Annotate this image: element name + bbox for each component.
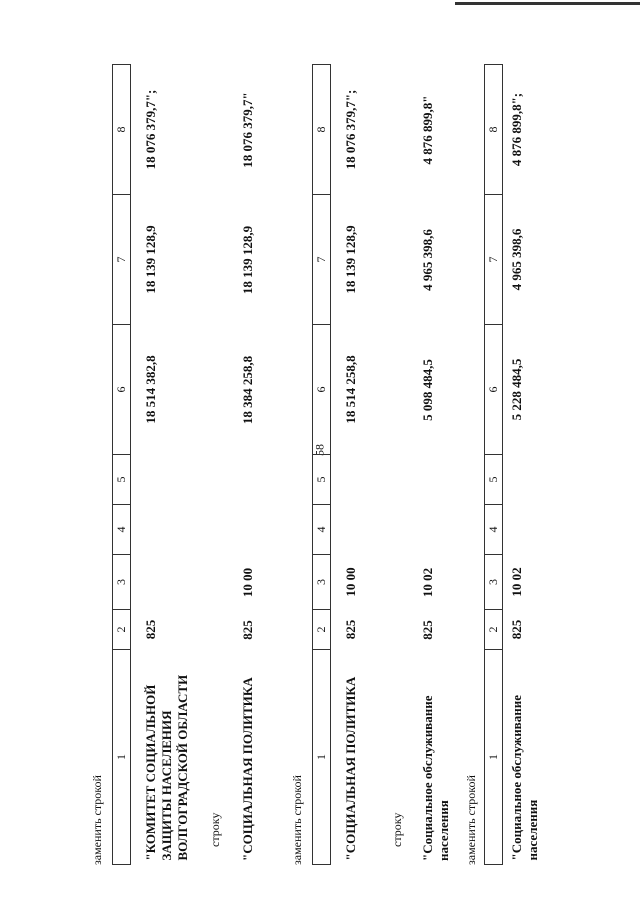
cell-col2: 825 [343, 619, 358, 640]
table-row [131, 65, 204, 865]
table-2 [228, 65, 300, 865]
page-number: 58 [312, 444, 327, 456]
cell-col8: 18 076 379,7"; [143, 89, 158, 170]
row-name: "Социальное обслуживание населения [420, 695, 451, 861]
header-cell: 1 [485, 650, 503, 865]
header-cell: 2 [313, 610, 331, 650]
cell-col2: 825 [240, 620, 255, 640]
header-cell: 6 [485, 325, 503, 455]
cell-col8: 4 876 899,8"; [509, 92, 524, 167]
header-cell: 7 [485, 195, 503, 325]
header-cell: 7 [113, 195, 131, 325]
cell-col6: 5 228 484,5 [509, 358, 524, 421]
header-cell: 5 [313, 455, 331, 505]
header-cell: 8 [485, 65, 503, 195]
row-name: "СОЦИАЛЬНАЯ ПОЛИТИКА [240, 677, 255, 861]
note-replace-2: заменить строкой [290, 775, 304, 865]
cell-col3: 10 02 [509, 567, 524, 597]
header-cell: 1 [313, 650, 331, 865]
header-cell: 2 [113, 610, 131, 650]
cell-col5 [228, 455, 300, 505]
cell-col5 [503, 455, 570, 505]
table-row [408, 65, 480, 865]
note-row-1: строку [208, 812, 222, 847]
header-cell: 3 [485, 555, 503, 610]
cell-col7: 4 965 398,6 [420, 229, 435, 291]
cell-col5 [408, 455, 480, 505]
cell-col6: 18 514 382,8 [143, 355, 158, 424]
table-1 [112, 64, 203, 865]
header-cell: 7 [313, 195, 331, 325]
cell-col4 [228, 505, 300, 555]
header-cell: 5 [485, 455, 503, 505]
row-name: "СОЦИАЛЬНАЯ ПОЛИТИКА [343, 676, 358, 861]
cell-col4 [503, 505, 570, 555]
row-name: "Социальное обслуживание населения [509, 695, 540, 861]
table-5 [484, 64, 569, 865]
cell-col7: 18 139 128,9 [343, 225, 358, 294]
header-row [313, 65, 331, 865]
header-cell: 6 [313, 325, 331, 455]
note-replace-1: заменить строкой [90, 775, 104, 865]
header-cell: 5 [113, 455, 131, 505]
cell-col7: 4 965 398,6 [509, 228, 524, 291]
header-cell: 6 [113, 325, 131, 455]
header-cell: 4 [313, 505, 331, 555]
header-cell: 3 [113, 555, 131, 610]
note-replace-3: заменить строкой [464, 775, 478, 865]
table-3 [312, 64, 403, 865]
row-name: "КОМИТЕТ СОЦИАЛЬНОЙ ЗАЩИТЫ НАСЕЛЕНИЯ ВОЛГОГРАДСКОЙ ОБЛАСТИ [143, 674, 190, 861]
header-cell: 8 [313, 65, 331, 195]
cell-col7: 18 139 128,9 [143, 225, 158, 294]
cell-col4 [131, 505, 204, 555]
table-row [331, 65, 404, 865]
cell-col2: 825 [509, 619, 524, 640]
cell-col4 [331, 505, 404, 555]
header-cell: 1 [113, 650, 131, 865]
header-cell: 4 [485, 505, 503, 555]
header-cell: 3 [313, 555, 331, 610]
cell-col2: 825 [143, 619, 158, 640]
header-row [113, 65, 131, 865]
note-row-2: строку [390, 812, 404, 847]
header-row [485, 65, 503, 865]
cell-col6: 5 098 484,5 [420, 359, 435, 421]
cell-col7: 18 139 128,9 [240, 225, 255, 295]
document-sheet [90, 45, 550, 865]
cell-col3: 10 02 [420, 567, 435, 598]
cell-col4 [408, 505, 480, 555]
cell-col8: 4 876 899,8" [420, 95, 435, 165]
header-cell: 4 [113, 505, 131, 555]
header-cell: 2 [485, 610, 503, 650]
table-4 [408, 65, 480, 865]
cell-col5 [131, 455, 204, 505]
cell-col3: 10 00 [240, 567, 255, 598]
header-cell: 8 [113, 65, 131, 195]
cell-col5 [331, 455, 404, 505]
cell-col6: 18 514 258,8 [343, 355, 358, 424]
cell-col8: 18 076 379,7" [240, 92, 255, 168]
cell-col8: 18 076 379,7"; [343, 89, 358, 170]
top-rule [455, 2, 640, 5]
cell-col3: 10 00 [343, 567, 358, 597]
table-row [228, 65, 300, 865]
cell-col3 [131, 555, 204, 610]
cell-col6: 18 384 258,8 [240, 355, 255, 425]
cell-col2: 825 [420, 620, 435, 640]
table-row [503, 65, 570, 865]
